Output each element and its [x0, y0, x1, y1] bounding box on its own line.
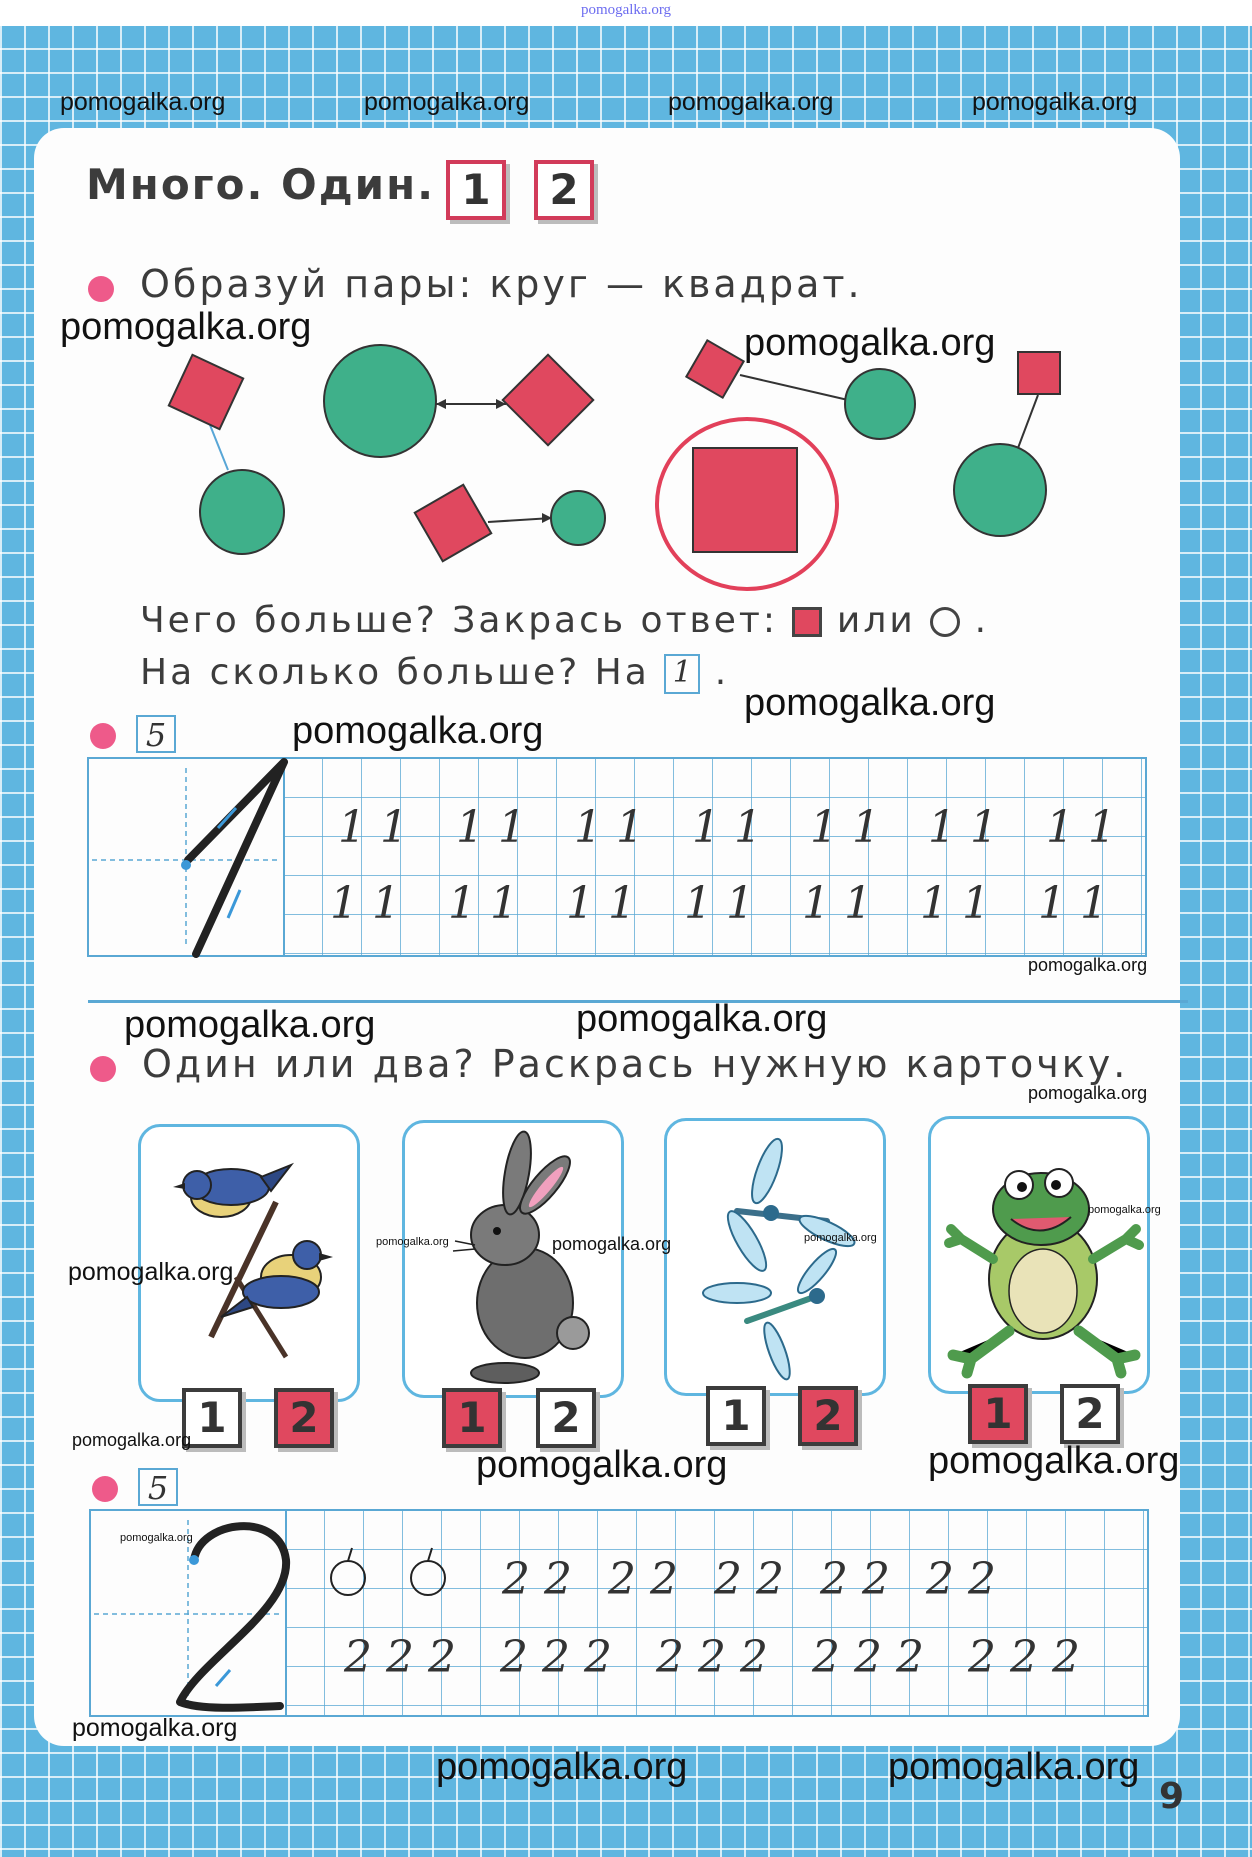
watermark: pomogalka.org: [60, 88, 226, 116]
copy-digits: 2 2: [820, 1554, 890, 1605]
watermark: pomogalka.org: [1028, 955, 1148, 975]
watermark: pomogalka.org: [928, 1440, 1180, 1482]
copy-digits: 2 2: [608, 1554, 678, 1605]
copy-digits: 1 1: [566, 878, 636, 929]
copy-digits: 2 2 2: [656, 1632, 768, 1683]
copy-digits: 1 1: [928, 802, 998, 853]
watermark: pomogalka.org: [1028, 1083, 1148, 1103]
watermark: pomogalka.org: [476, 1444, 728, 1486]
question2-text: На сколько больше? На: [140, 652, 650, 693]
watermark: pomogalka.org: [1088, 1204, 1161, 1216]
watermark: pomogalka.org: [364, 88, 530, 116]
question2-dot: .: [714, 652, 730, 693]
task2-instruction: Один или два? Раскрась нужную карточку.: [142, 1042, 1129, 1086]
copy-digits: 1 1: [810, 802, 880, 853]
task1-instruction: Образуй пары: круг — квадрат.: [140, 262, 863, 306]
page-title: Много. Один.: [86, 160, 436, 209]
card4-option-1-colored[interactable]: 1: [968, 1384, 1028, 1444]
copy-digits: 1 1: [1038, 878, 1108, 929]
copy-digits: 1 1: [448, 878, 518, 929]
copy-digits: 1 1: [920, 878, 990, 929]
watermark: pomogalka.org: [888, 1746, 1140, 1788]
copy-digits: 2 2: [714, 1554, 784, 1605]
apple-icon: [411, 1548, 445, 1595]
watermark: pomogalka.org: [60, 306, 312, 348]
title-number-2: 2: [534, 160, 594, 220]
card3-option-2-colored[interactable]: 2: [798, 1386, 858, 1446]
watermark: pomogalka.org: [72, 1430, 192, 1450]
watermark: pomogalka.org: [68, 1258, 234, 1286]
apple-icon: [331, 1548, 365, 1595]
question1-text: Чего больше? Закрась ответ:: [140, 600, 779, 641]
copy-digits: 1 1: [338, 802, 408, 853]
card2-option-2[interactable]: 2: [536, 1388, 596, 1448]
copy-digits: 1 1: [692, 802, 762, 853]
watermark: pomogalka.org: [744, 682, 996, 724]
copy-digits: 1 1: [330, 878, 400, 929]
watermark: pomogalka.org: [292, 710, 544, 752]
watermark: pomogalka.org: [576, 998, 828, 1040]
watermark: pomogalka.org: [376, 1236, 449, 1248]
copy-digits: 1 1: [574, 802, 644, 853]
answer-box[interactable]: 1: [664, 654, 700, 694]
copy-digits: 1 1: [802, 878, 872, 929]
card1-option-2-colored[interactable]: 2: [274, 1388, 334, 1448]
watermark: pomogalka.org: [436, 1746, 688, 1788]
watermark: pomogalka.org: [972, 88, 1138, 116]
copy-digits: 2 2: [926, 1554, 996, 1605]
line-count-box: 5: [138, 1468, 178, 1506]
card3-option-1[interactable]: 1: [706, 1386, 766, 1446]
watermark: pomogalka.org: [124, 1004, 376, 1046]
watermark: pomogalka.org: [72, 1714, 238, 1742]
line-count-box: 5: [136, 715, 176, 753]
question1-dot: .: [974, 600, 990, 641]
copy-row: [501, 1554, 996, 1605]
title-number-1: 1: [446, 160, 506, 220]
watermark: pomogalka.org: [668, 88, 834, 116]
card1-option-1[interactable]: 1: [182, 1388, 242, 1448]
copy-digits: 2 2 2: [500, 1632, 612, 1683]
copy-digits: 2 2 2: [968, 1632, 1080, 1683]
watermark: pomogalka.org: [552, 1234, 672, 1254]
watermark: pomogalka.org: [120, 1532, 193, 1544]
copy-digits: 2 2 2: [344, 1632, 456, 1683]
card2-option-1-colored[interactable]: 1: [442, 1388, 502, 1448]
copy-digits: 1 1: [1046, 802, 1116, 853]
card4-option-2[interactable]: 2: [1060, 1384, 1120, 1444]
watermark: pomogalka.org: [804, 1232, 877, 1244]
question1-or: или: [836, 600, 916, 641]
copy-digits: 1 1: [456, 802, 526, 853]
watermark: pomogalka.org: [744, 322, 996, 364]
site-header-link[interactable]: pomogalka.org: [580, 2, 672, 18]
copy-digits: 2 2 2: [812, 1632, 924, 1683]
copy-digits: 1 1: [684, 878, 754, 929]
copy-row: [343, 1632, 1080, 1683]
page-number: 9: [1158, 1776, 1184, 1817]
copy-digits: 2 2: [502, 1554, 572, 1605]
